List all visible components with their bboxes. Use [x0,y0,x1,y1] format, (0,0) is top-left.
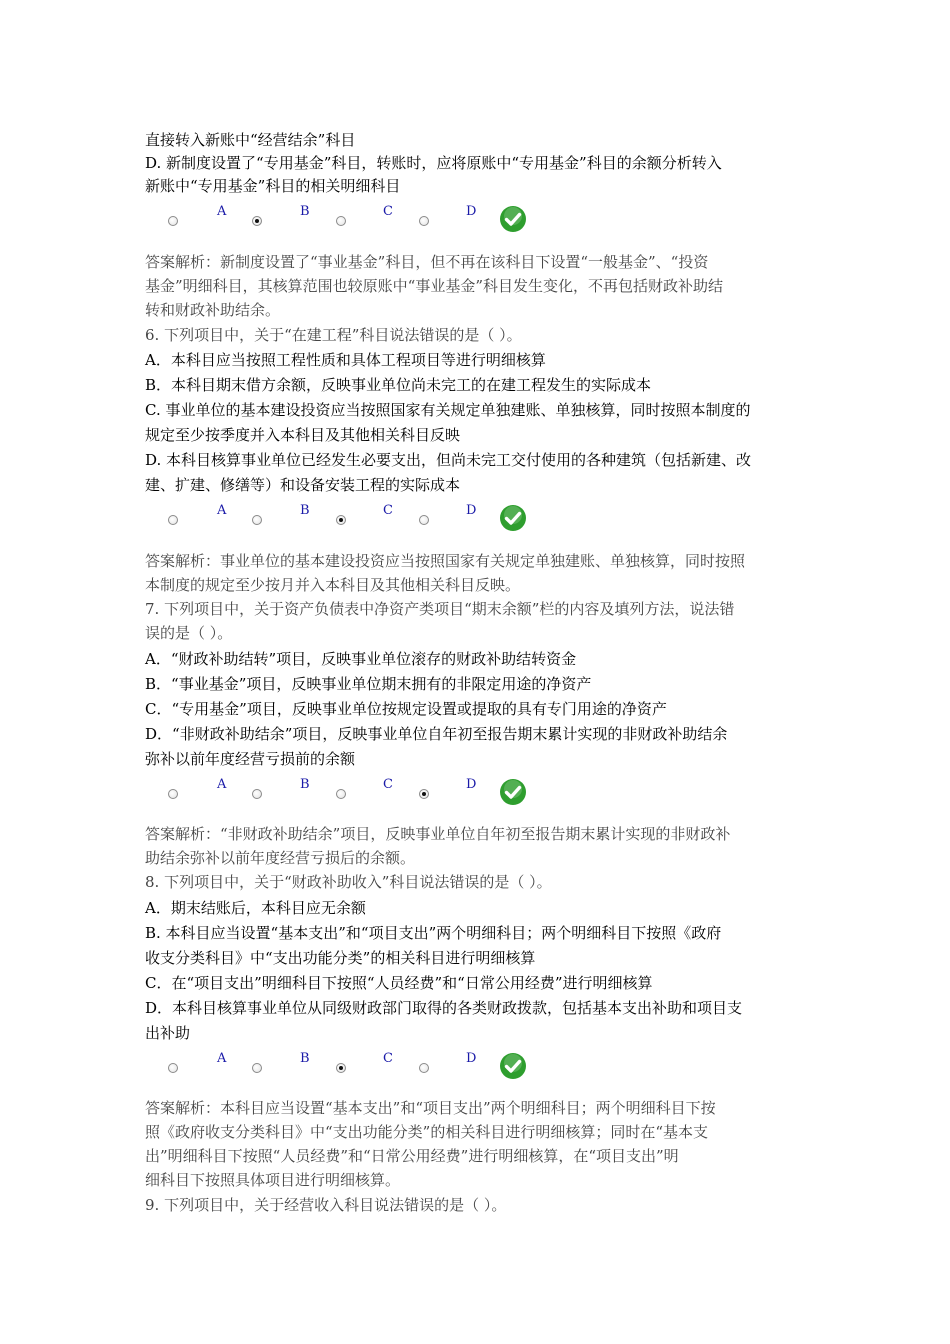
document-text-line: B．“事业基金”项目，反映事业单位期末拥有的非限定用途的净资产 [145,675,592,693]
document-text-line: 弥补以前年度经营亏损前的余额 [145,750,356,768]
document-text-line: 建、扩建、修缮等）和设备安装工程的实际成本 [145,476,461,494]
document-text-line: 新账中“专用基金”科目的相关明细科目 [145,177,401,195]
correct-check-icon [499,205,527,233]
answer-choice-row [168,503,538,537]
option-label-c: C [383,503,393,518]
radio-option-a[interactable] [168,515,178,525]
radio-option-d[interactable] [419,1063,429,1073]
document-text-line: 收支分类科目》中“支出功能分类”的相关科目进行明细核算 [145,949,536,967]
radio-option-a[interactable] [168,789,178,799]
radio-option-c[interactable] [336,789,346,799]
answer-choice-row [168,1051,538,1085]
document-text-line-secondary: 本制度的规定至少按月并入本科目及其他相关科目反映。 [145,576,521,594]
document-text-line: D. 新制度设置了“专用基金”科目，转账时，应将原账中“专用基金”科目的余额分析转入 [145,154,722,172]
document-text-line-secondary: 助结余弥补以前年度经营亏损后的余额。 [145,849,416,867]
document-text-line-secondary: 出”明细科目下按照“人员经费”和“日常公用经费”进行明细核算，在“项目支出”明 [145,1147,679,1165]
correct-check-icon [499,1052,527,1080]
document-text-line-secondary: 基金”明细科目，其核算范围也较原账中“事业基金”科目发生变化，不再包括财政补助结 [145,277,724,295]
radio-option-c[interactable] [336,216,346,226]
document-text-line: C. 事业单位的基本建设投资应当按照国家有关规定单独建账、单独核算，同时按照本制度的 [145,401,751,419]
document-text-line: A．“财政补助结转”项目，反映事业单位滚存的财政补助结转资金 [145,650,577,668]
document-text-line-secondary: 答案解析：“非财政补助结余”项目，反映事业单位自年初至报告期末累计实现的非财政补 [145,825,731,843]
document-text-line-secondary: 答案解析：事业单位的基本建设投资应当按照国家有关规定单独建账、单独核算，同时按照 [145,552,746,570]
radio-option-b[interactable] [252,1063,262,1073]
option-label-a: A [217,1051,227,1066]
option-label-b: B [300,503,310,518]
document-text-line: A．本科目应当按照工程性质和具体工程项目等进行明细核算 [145,351,546,369]
radio-option-b[interactable] [252,515,262,525]
correct-check-icon [499,504,527,532]
document-text-line: C．“专用基金”项目，反映事业单位按规定设置或提取的具有专门用途的净资产 [145,700,667,718]
radio-option-d[interactable] [419,216,429,226]
option-label-c: C [383,777,393,792]
option-label-d: D [466,503,477,518]
radio-option-a[interactable] [168,1063,178,1073]
option-label-c: C [383,204,393,219]
option-label-b: B [300,204,310,219]
option-label-a: A [217,204,227,219]
option-label-a: A [217,503,227,518]
radio-option-c[interactable] [336,515,346,525]
document-text-line-secondary: 7. 下列项目中，关于资产负债表中净资产类项目“期末余额”栏的内容及填列方法，说法错 [145,600,735,618]
option-label-b: B [300,1051,310,1066]
document-text-line-secondary: 6. 下列项目中，关于“在建工程”科目说法错误的是（ ）。 [145,326,522,344]
document-text-line-secondary: 8. 下列项目中，关于“财政补助收入”科目说法错误的是（ ）。 [145,873,552,891]
document-text-line: D．“非财政补助结余”项目，反映事业单位自年初至报告期末累计实现的非财政补助结余 [145,725,728,743]
document-text-line: B．本科目期末借方余额，反映事业单位尚未完工的在建工程发生的实际成本 [145,376,652,394]
document-text-line-secondary: 9. 下列项目中，关于经营收入科目说法错误的是（ ）。 [145,1196,507,1214]
option-label-a: A [217,777,227,792]
radio-option-d[interactable] [419,789,429,799]
document-text-line: D. 本科目核算事业单位已经发生必要支出，但尚未完工交付使用的各种建筑（包括新建、改 [145,451,752,469]
radio-option-b[interactable] [252,216,262,226]
document-text-line: C．在“项目支出”明细科目下按照“人员经费”和“日常公用经费”进行明细核算 [145,974,653,992]
radio-option-a[interactable] [168,216,178,226]
radio-option-d[interactable] [419,515,429,525]
document-text-line-secondary: 照《政府收支分类科目》中“支出功能分类”的相关科目进行明细核算；同时在“基本支 [145,1123,709,1141]
answer-choice-row [168,204,538,238]
answer-choice-row [168,777,538,811]
document-text-line: 直接转入新账中“经营结余”科目 [145,131,356,149]
option-label-b: B [300,777,310,792]
document-text-line-secondary: 误的是（ ）。 [145,624,233,642]
document-text-line-secondary: 答案解析：新制度设置了“事业基金”科目，但不再在该科目下设置“一般基金”、“投资 [145,253,709,271]
document-text-line: A．期末结账后，本科目应无余额 [145,899,366,917]
option-label-d: D [466,204,477,219]
document-text-line: 规定至少按季度并入本科目及其他相关科目反映 [145,426,461,444]
document-text-line: 出补助 [145,1024,191,1042]
document-text-line: D．本科目核算事业单位从同级财政部门取得的各类财政拨款，包括基本支出补助和项目支 [145,999,743,1017]
radio-option-c[interactable] [336,1063,346,1073]
radio-option-b[interactable] [252,789,262,799]
option-label-d: D [466,1051,477,1066]
document-text-line-secondary: 细科目下按照具体项目进行明细核算。 [145,1171,401,1189]
correct-check-icon [499,778,527,806]
option-label-c: C [383,1051,393,1066]
document-text-line-secondary: 转和财政补助结余。 [145,301,281,319]
document-text-line: B. 本科目应当设置“基本支出”和“项目支出”两个明细科目；两个明细科目下按照《政府 [145,924,722,942]
option-label-d: D [466,777,477,792]
document-text-line-secondary: 答案解析：本科目应当设置“基本支出”和“项目支出”两个明细科目；两个明细科目下按 [145,1099,716,1117]
